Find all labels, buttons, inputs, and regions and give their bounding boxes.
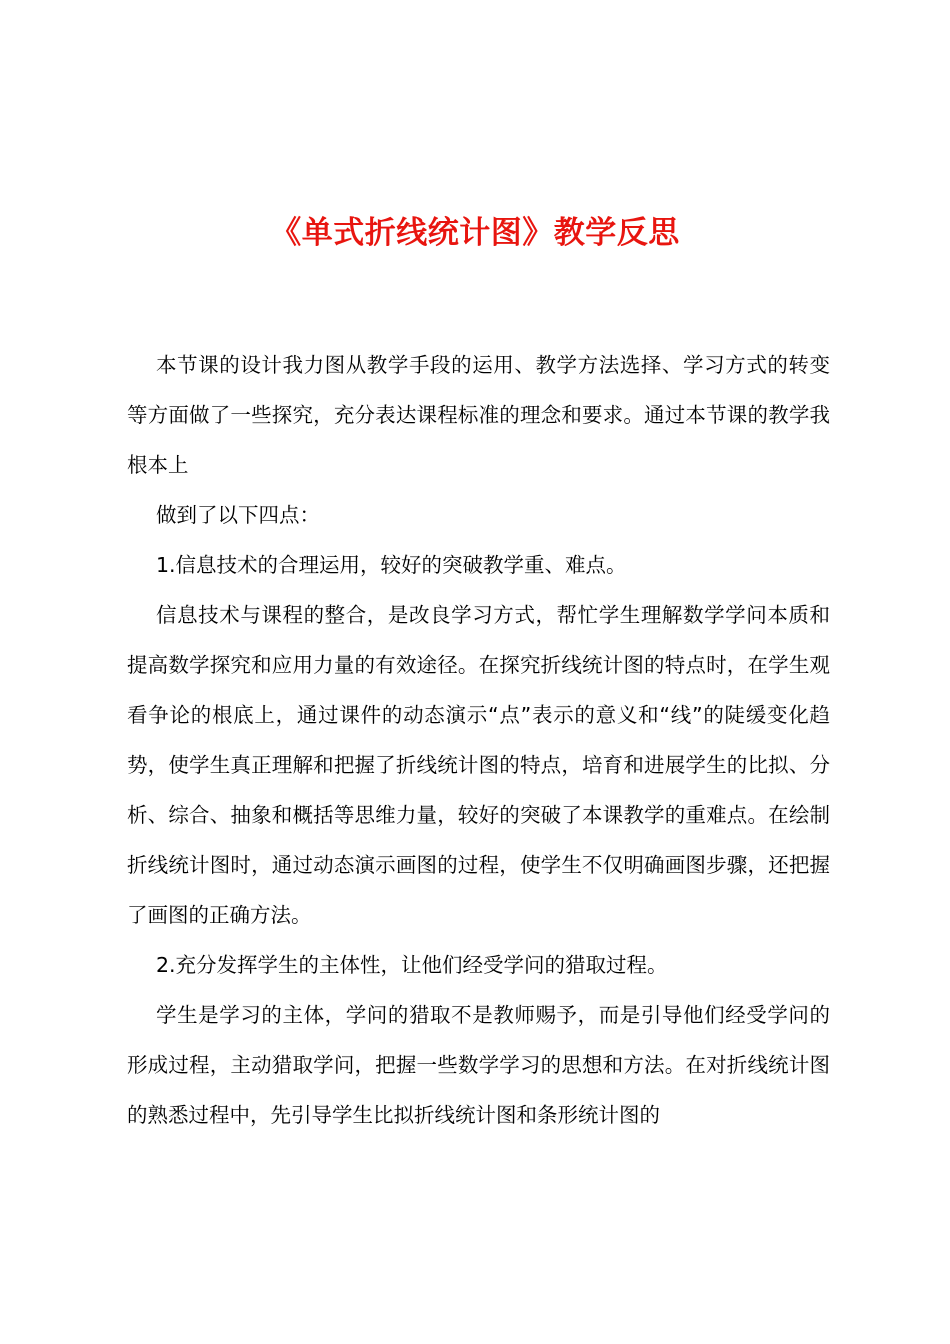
- paragraph-point-1-body: 信息技术与课程的整合，是改良学习方式，帮忙学生理解数学学问本质和提高数学探究和应用力量的有效途径。在探究折线统计图的特点时，在学生观看争论的根底上，通过课件的动态演示“点”表示的意义和“线”的陡缓变化趋势，使学生真正理解和把握了折线统计图的特点，培育和进展学生的比拟、分析、综合、抽象和概括等思维力量，较好的突破了本课教学的重难点。在绘制折线统计图时，通过动态演示画图的过程，使学生不仅明确画图步骤，还把握了画图的正确方法。: [127, 603, 830, 927]
- paragraph-point-2-heading: 2.充分发挥学生的主体性，让他们经受学问的猎取过程。: [156, 953, 668, 977]
- paragraph-intro: 本节课的设计我力图从教学手段的运用、教学方法选择、学习方式的转变等方面做了一些探究，充分表达课程标准的理念和要求。通过本节课的教学我根本上: [127, 353, 830, 477]
- paragraph-four-points: 做到了以下四点：: [156, 503, 320, 527]
- paragraph-point-2-body: 学生是学习的主体，学问的猎取不是教师赐予，而是引导他们经受学问的形成过程，主动猎取学问，把握一些数学学习的思想和方法。在对折线统计图的熟悉过程中，先引导学生比拟折线统计图和条形统计图的: [127, 1003, 830, 1127]
- paragraph-point-1-heading: 1.信息技术的合理运用，较好的突破教学重、难点。: [156, 553, 627, 577]
- document-title: 《单式折线统计图》教学反思: [270, 215, 680, 251]
- document-body: [127, 340, 830, 1140]
